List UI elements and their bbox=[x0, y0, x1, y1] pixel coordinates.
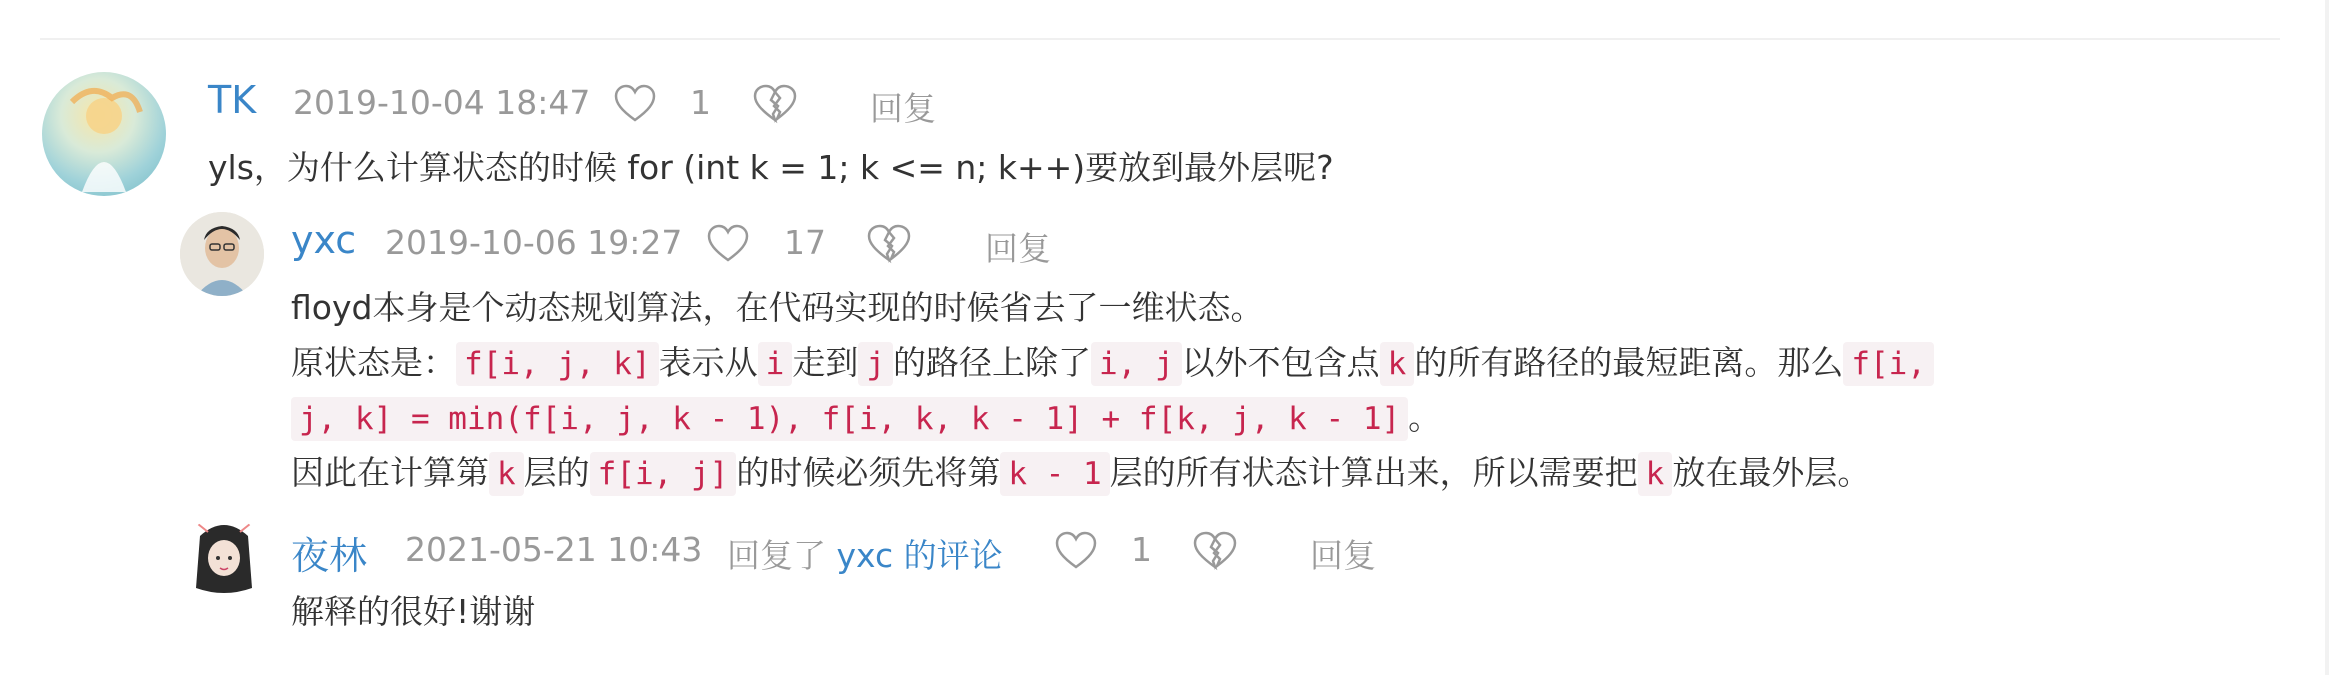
reply-to-suffix-link[interactable]: 的评论 bbox=[903, 536, 1003, 575]
comment-author[interactable]: 夜林 bbox=[291, 534, 368, 578]
text-segment: 层的 bbox=[523, 453, 590, 492]
reply-button[interactable]: 回复 bbox=[870, 89, 936, 128]
avatar-photo bbox=[180, 212, 264, 296]
text-segment: 层的所有状态计算出来，所以需要把 bbox=[1109, 453, 1638, 492]
like-heart-icon[interactable] bbox=[1054, 531, 1098, 571]
comment-time: 2019-10-04 18:47 bbox=[293, 83, 591, 122]
comment-text-line-3 bbox=[291, 392, 1441, 439]
inline-code: f[i, j] bbox=[590, 452, 737, 496]
avatar-illustration bbox=[186, 518, 262, 602]
text-segment: 表示从 bbox=[658, 343, 758, 382]
reply-to-user-link[interactable]: yxc bbox=[836, 536, 894, 575]
avatar-illustration bbox=[42, 72, 166, 196]
reply-to-info bbox=[727, 530, 1003, 577]
like-count: 1 bbox=[1131, 530, 1152, 569]
inline-code: i, j bbox=[1091, 342, 1182, 386]
text-segment: 。 bbox=[1408, 398, 1442, 437]
comment-text: 解释的很好!谢谢 bbox=[291, 592, 536, 631]
like-count: 1 bbox=[690, 83, 711, 122]
comment-time: 2021-05-21 10:43 bbox=[405, 530, 703, 569]
inline-code: f[i, bbox=[1843, 342, 1934, 386]
comment-author[interactable]: TK bbox=[208, 78, 257, 122]
top-divider bbox=[40, 38, 2280, 40]
text-segment: 的所有路径的最短距离。那么 bbox=[1414, 343, 1844, 382]
inline-code: f[i, j, k] bbox=[456, 342, 659, 386]
text-segment: 原状态是： bbox=[291, 343, 456, 382]
broken-heart-icon[interactable] bbox=[752, 84, 798, 124]
comment-text-line-4 bbox=[291, 447, 1870, 494]
inline-code: k bbox=[489, 452, 524, 496]
comment-time: 2019-10-06 19:27 bbox=[385, 223, 683, 262]
reply-button[interactable]: 回复 bbox=[1310, 536, 1376, 575]
right-border bbox=[2325, 0, 2329, 675]
broken-heart-icon[interactable] bbox=[1192, 531, 1238, 571]
comment-author[interactable]: yxc bbox=[291, 218, 357, 262]
comment-text-line-2 bbox=[291, 337, 1934, 384]
like-count: 17 bbox=[784, 223, 826, 262]
inline-code: k bbox=[1638, 452, 1673, 496]
avatar[interactable] bbox=[180, 212, 264, 296]
avatar[interactable] bbox=[186, 518, 262, 602]
text-segment: 走到 bbox=[792, 343, 859, 382]
inline-code: i bbox=[758, 342, 793, 386]
inline-code: k - 1 bbox=[1000, 452, 1109, 496]
inline-code: j bbox=[858, 342, 893, 386]
reply-to-prefix: 回复了 bbox=[727, 536, 826, 575]
text-segment: 因此在计算第 bbox=[291, 453, 489, 492]
reply-button[interactable]: 回复 bbox=[985, 229, 1051, 268]
comment-text-line-1: floyd本身是个动态规划算法，在代码实现的时候省去了一维状态。 bbox=[291, 288, 1264, 327]
avatar[interactable] bbox=[42, 72, 166, 196]
inline-code: k bbox=[1380, 342, 1415, 386]
broken-heart-icon[interactable] bbox=[866, 224, 912, 264]
comment-text: yls，为什么计算状态的时候 for (int k = 1; k <= n; k++)要放到最外层呢? bbox=[208, 148, 1334, 187]
like-heart-icon[interactable] bbox=[613, 84, 657, 124]
inline-code: j, k] = min(f[i, j, k - 1), f[i, k, k - 1] + f[k, j, k - 1] bbox=[291, 397, 1408, 441]
text-segment: 放在最外层。 bbox=[1672, 453, 1871, 492]
text-segment: 以外不包含点 bbox=[1181, 343, 1380, 382]
text-segment: 的路径上除了 bbox=[892, 343, 1091, 382]
like-heart-icon[interactable] bbox=[706, 224, 750, 264]
text-segment: 的时候必须先将第 bbox=[736, 453, 1001, 492]
